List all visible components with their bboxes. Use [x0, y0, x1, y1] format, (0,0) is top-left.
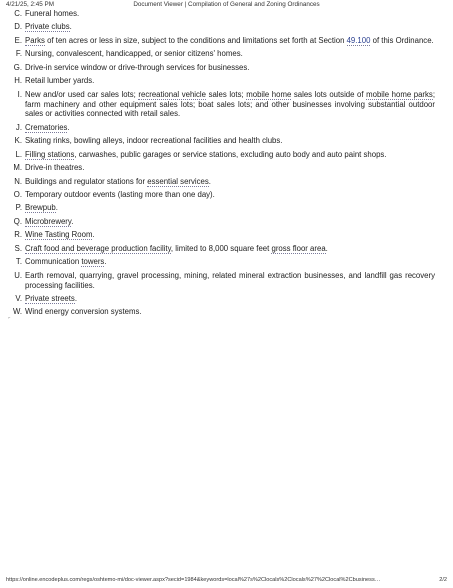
list-item — [13, 190, 435, 200]
list-item-text: ; farm machinery and other equipment sales lots; boat sales lots; and other businesses involving substantial outdoor sales or activities connected with retail sales. — [25, 89, 436, 119]
list-item — [13, 203, 435, 213]
list-item-label: V. — [15, 293, 22, 303]
defined-term-link[interactable]: mobile home — [246, 89, 292, 99]
defined-term-link[interactable]: Brewpub — [25, 203, 56, 213]
list-item-text: Drive-in service window or drive-through services for businesses. — [25, 62, 250, 72]
list-item-text: . — [104, 257, 107, 267]
page-number: 2/2 — [439, 577, 447, 583]
defined-term-link[interactable]: Microbrewery — [25, 216, 72, 226]
defined-term-link[interactable]: Wine Tasting Room — [25, 230, 93, 240]
list-item-label: U. — [14, 270, 22, 280]
list-item — [13, 49, 435, 59]
list-item — [13, 271, 435, 290]
list-item-text: . — [325, 243, 328, 253]
page-url: https://online.encodeplus.com/regs/oshtemo-mi/doc-viewer.aspx?secid=1984&keywords=local%27s%2Clocals%2Clocals%27%2Clocal%2Cbusiness… — [6, 577, 381, 583]
list-item — [13, 136, 435, 146]
list-item-text: sales lots outside of — [291, 89, 367, 99]
list-item-text: . — [74, 293, 78, 303]
defined-term-link[interactable]: towers — [81, 257, 105, 267]
list-item-label: W. — [13, 307, 23, 317]
list-item-text: . — [67, 122, 70, 132]
list-item-label: G. — [13, 62, 22, 72]
list-item-label: D. — [14, 22, 22, 32]
list-item-text: New and/or used car sales lots; — [25, 89, 139, 99]
section-reference-link[interactable]: 49.100 — [346, 35, 371, 45]
list-item — [13, 9, 435, 19]
list-item-label: N. — [14, 176, 22, 186]
defined-term-link[interactable]: Filling stations — [25, 149, 75, 159]
list-item-text: Skating rinks, bowling alleys, indoor recreational facilities and health clubs. — [25, 136, 283, 146]
list-item — [13, 230, 435, 240]
list-item-text: . — [92, 230, 95, 240]
list-item — [13, 307, 435, 317]
defined-term-link[interactable]: Private clubs — [25, 22, 70, 32]
list-item — [13, 90, 435, 119]
print-header — [6, 1, 447, 9]
list-item-text: Earth removal, quarrying, gravel processing, mining, related mineral extraction businesses, and landfill gas recovery processing facilities. — [25, 270, 435, 290]
list-item-text: of this Ordinance. — [370, 35, 434, 45]
list-item — [13, 36, 435, 46]
list-item-text: Wind energy conversion systems. — [25, 307, 142, 317]
list-item-label: Q. — [13, 216, 22, 226]
defined-term-link[interactable]: Crematories — [25, 122, 68, 132]
list-item — [13, 22, 435, 32]
document-title: Document Viewer | Compilation of General and Zoning Ordinances — [133, 1, 320, 8]
cursor-mark: ⌐ — [8, 315, 11, 320]
defined-term-link[interactable]: Craft food and beverage production facility — [25, 243, 171, 253]
list-item-label: R. — [14, 230, 22, 240]
print-footer — [6, 577, 447, 585]
defined-term-link[interactable]: Private streets — [25, 293, 75, 303]
print-datetime: 4/21/25, 2:45 PM — [6, 1, 54, 8]
list-item-label: S. — [14, 243, 22, 253]
defined-term-link[interactable]: gross floor area — [271, 243, 326, 253]
list-item-label: K. — [14, 136, 22, 146]
list-item — [13, 294, 435, 304]
list-item-text: . — [69, 22, 72, 32]
list-item-text: of ten acres or less in size, subject to the conditions and limitations set forth at Section — [44, 35, 347, 45]
list-item — [13, 76, 435, 86]
list-item — [13, 163, 435, 173]
list-item-text: . — [55, 203, 58, 213]
list-item — [13, 217, 435, 227]
list-item-label: C. — [14, 9, 22, 18]
permitted-uses-list — [13, 9, 435, 321]
list-item-text: Funeral homes. — [25, 9, 80, 18]
list-item-text: Drive-in theatres. — [25, 163, 85, 173]
list-item-label: P. — [15, 203, 22, 213]
list-item — [13, 63, 435, 73]
list-item-text: . — [71, 216, 74, 226]
list-item-label: H. — [14, 76, 22, 86]
defined-term-link[interactable]: mobile home parks — [366, 89, 433, 99]
list-item-text: Temporary outdoor events (lasting more than one day). — [25, 190, 215, 199]
list-item-label: O. — [13, 190, 22, 199]
list-item-text: sales lots; — [206, 89, 247, 99]
list-item-label: T. — [15, 257, 22, 267]
defined-term-link[interactable]: recreational vehicle — [138, 89, 206, 99]
list-item-label: J. — [15, 122, 22, 132]
list-item — [13, 244, 435, 254]
list-item-label: F. — [15, 49, 22, 59]
list-item — [13, 123, 435, 133]
list-item — [13, 150, 435, 160]
list-item-text: Retail lumber yards. — [25, 76, 95, 86]
list-item — [13, 257, 435, 267]
defined-term-link[interactable]: Parks — [25, 35, 45, 45]
list-item-label: M. — [13, 163, 22, 173]
list-item-text: Communication — [25, 257, 82, 267]
list-item-text: Buildings and regulator stations for — [25, 176, 148, 186]
list-item-label: L. — [15, 149, 22, 159]
list-item-text: . — [208, 176, 211, 186]
list-item-text: , carwashes, public garages or service stations, excluding auto body and auto paint shops. — [74, 149, 387, 159]
list-item-label: E. — [14, 35, 22, 45]
defined-term-link[interactable]: essential services — [147, 176, 209, 186]
list-item-label: I. — [17, 89, 22, 99]
list-item — [13, 177, 435, 187]
list-item-text: , limited to 8,000 square feet — [170, 243, 272, 253]
list-item-text: Nursing, convalescent, handicapped, or senior citizens' homes. — [25, 49, 243, 59]
